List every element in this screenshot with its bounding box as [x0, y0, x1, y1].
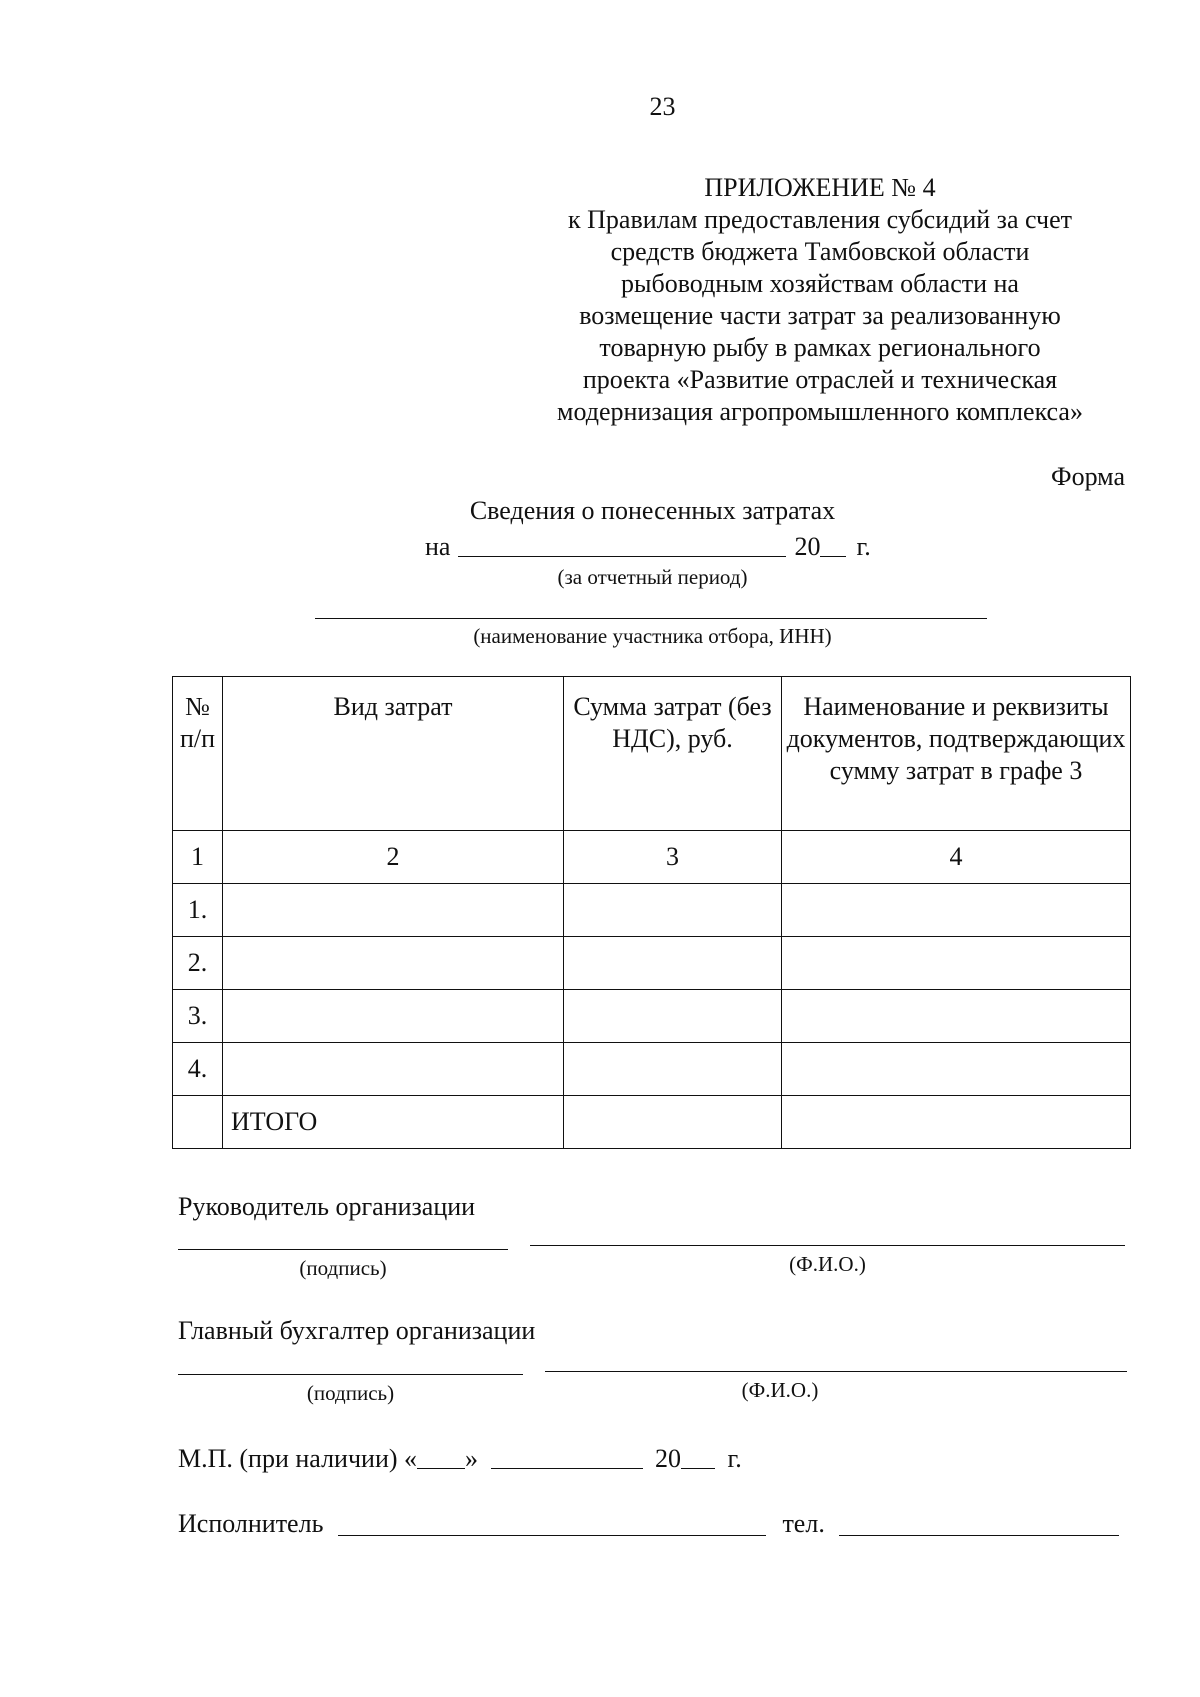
stamp-date-line	[178, 1444, 742, 1474]
accountant-label: Главный бухгалтер организации	[178, 1316, 536, 1345]
period-line	[425, 532, 871, 562]
head-name-caption: (Ф.И.О.)	[789, 1252, 866, 1276]
head-name-field[interactable]	[530, 1245, 1125, 1246]
column-number: 2	[223, 831, 564, 884]
table-row	[173, 937, 1131, 990]
participant-field[interactable]	[315, 618, 987, 619]
total-number-cell	[173, 1096, 223, 1149]
appendix-line: возмещение части затрат за реализованную	[579, 301, 1061, 330]
header-documents: Наименование и реквизиты документов, подтверждающих сумму затрат в графе 3	[782, 677, 1131, 831]
report-title: Сведения о понесенных затратах	[469, 496, 836, 525]
documents-cell[interactable]	[782, 1043, 1131, 1096]
period-caption: (за отчетный период)	[557, 565, 748, 589]
appendix-line: товарную рыбу в рамках регионального	[599, 333, 1041, 362]
appendix-line: рыбоводным хозяйствам области на	[621, 269, 1019, 298]
period-prefix: на	[425, 532, 451, 561]
head-signature-caption: (подпись)	[299, 1256, 387, 1280]
accountant-signature-caption: (подпись)	[306, 1381, 395, 1405]
appendix-header	[510, 172, 1130, 428]
accountant-name-caption: (Ф.И.О.)	[741, 1378, 819, 1402]
cost-sum-cell[interactable]	[564, 990, 782, 1043]
participant-caption: (наименование участника отбора, ИНН)	[473, 624, 832, 648]
cost-type-cell[interactable]	[223, 990, 564, 1043]
period-field[interactable]	[458, 536, 786, 557]
column-number: 4	[782, 831, 1131, 884]
accountant-signature-field[interactable]	[178, 1374, 523, 1375]
appendix-line: к Правилам предоставления субсидий за счет	[568, 205, 1072, 234]
table-header-row	[173, 677, 1131, 831]
stamp-year: 20	[655, 1444, 682, 1473]
documents-cell[interactable]	[782, 884, 1131, 937]
appendix-title: ПРИЛОЖЕНИЕ № 4	[704, 173, 936, 202]
stamp-quote-close: »	[465, 1444, 479, 1473]
total-label: ИТОГО	[223, 1096, 564, 1149]
cost-type-cell[interactable]	[223, 1043, 564, 1096]
cost-sum-cell[interactable]	[564, 884, 782, 937]
column-number: 3	[564, 831, 782, 884]
executor-line	[178, 1509, 1119, 1539]
phone-field[interactable]	[839, 1515, 1119, 1536]
form-label: Форма	[1051, 462, 1125, 491]
page-number: 23	[649, 92, 676, 121]
cost-sum-cell[interactable]	[564, 937, 782, 990]
header-number: № п/п	[173, 677, 223, 831]
period-year-field[interactable]	[820, 536, 846, 557]
period-suffix: г.	[856, 532, 871, 561]
cost-type-cell[interactable]	[223, 937, 564, 990]
header-cost-type: Вид затрат	[223, 677, 564, 831]
row-number: 2.	[173, 937, 223, 990]
documents-cell[interactable]	[782, 937, 1131, 990]
row-number: 1.	[173, 884, 223, 937]
table-row	[173, 990, 1131, 1043]
year-field[interactable]	[681, 1448, 715, 1469]
accountant-name-field[interactable]	[545, 1371, 1127, 1372]
column-numbers-row	[173, 831, 1131, 884]
total-documents-cell[interactable]	[782, 1096, 1131, 1149]
row-number: 4.	[173, 1043, 223, 1096]
period-year: 20	[794, 532, 821, 561]
total-sum-cell[interactable]	[564, 1096, 782, 1149]
row-number: 3.	[173, 990, 223, 1043]
appendix-line: проекта «Развитие отраслей и техническая	[582, 365, 1058, 394]
head-signature-field[interactable]	[178, 1249, 508, 1250]
total-row	[173, 1096, 1131, 1149]
month-field[interactable]	[491, 1448, 643, 1469]
appendix-line: модернизация агропромышленного комплекса»	[557, 397, 1083, 426]
table-row	[173, 884, 1131, 937]
appendix-line: средств бюджета Тамбовской области	[610, 237, 1030, 266]
column-number: 1	[173, 831, 223, 884]
executor-field[interactable]	[338, 1515, 766, 1536]
header-cost-sum: Сумма затрат (без НДС), руб.	[564, 677, 782, 831]
phone-label: тел.	[782, 1509, 825, 1538]
costs-table	[172, 676, 1131, 1149]
day-field[interactable]	[417, 1448, 465, 1469]
cost-type-cell[interactable]	[223, 884, 564, 937]
stamp-prefix: М.П. (при наличии) «	[178, 1444, 418, 1473]
head-label: Руководитель организации	[178, 1192, 476, 1221]
documents-cell[interactable]	[782, 990, 1131, 1043]
stamp-suffix: г.	[727, 1444, 742, 1473]
table-row	[173, 1043, 1131, 1096]
cost-sum-cell[interactable]	[564, 1043, 782, 1096]
executor-label: Исполнитель	[178, 1509, 324, 1538]
